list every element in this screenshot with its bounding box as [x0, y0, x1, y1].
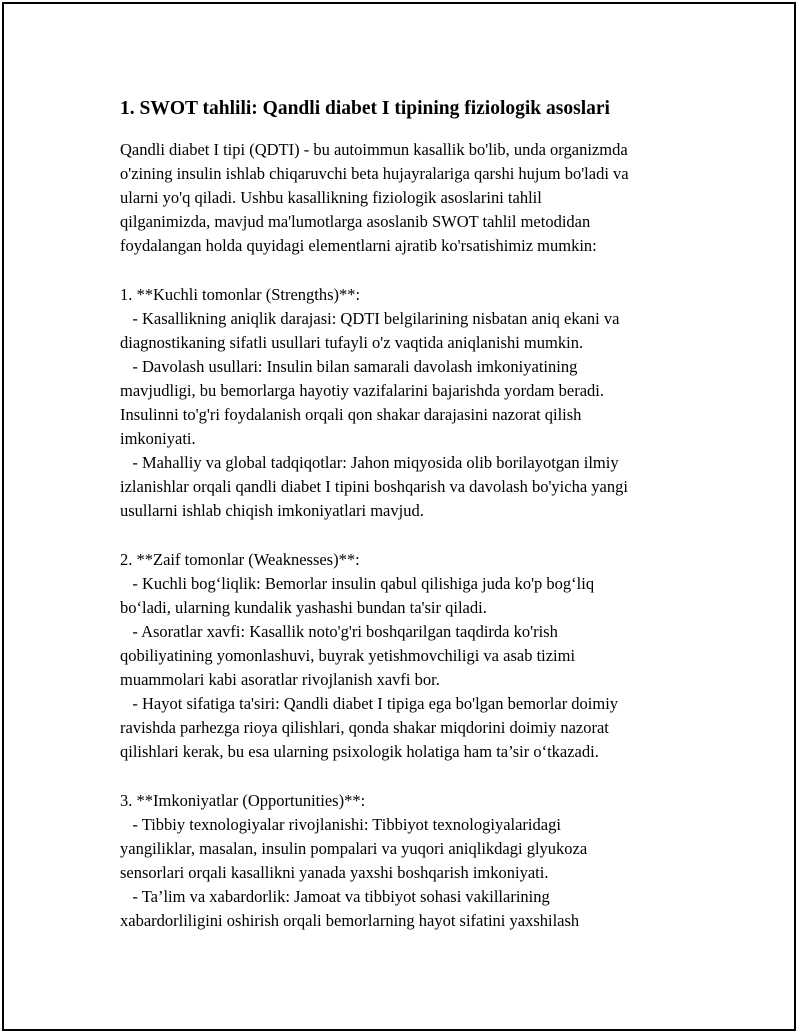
list-item-line: qobiliyatining yomonlashuvi, buyrak yetishmovchiligi va asab tizimi — [120, 645, 576, 665]
list-item-line: Insulinni to'g'ri foydalanish orqali qon shakar darajasini nazorat qilish — [120, 405, 582, 425]
list-item-line: mavjudligi, bu bemorlarga hayotiy vazifalarini bajarishda yordam beradi. — [120, 380, 604, 400]
list-item-line: - Kuchli bog‘liqlik: Bemorlar insulin qabul qilishiga juda ko'p bog‘liq — [120, 573, 595, 593]
list-item-line: - Tibbiy texnologiyalar rivojlanishi: Tibbiyot texnologiyalaridagi — [120, 814, 561, 834]
paragraph-line: Qandli diabet I tipi (QDTI) - bu autoimmun kasallik bo'lib, unda organizmda — [120, 140, 628, 159]
list-item-line: - Asoratlar xavfi: Kasallik noto'g'ri boshqarilgan taqdirda ko'rish — [120, 621, 558, 641]
list-item-line: usullarni ishlab chiqish imkoniyatlari mavjud. — [120, 501, 424, 521]
list-item-line: qilishlari kerak, bu esa ularning psixologik holatiga ham ta’sir o‘tkazadi. — [120, 742, 599, 762]
list-item-line: - Ta’lim va xabardorlik: Jamoat va tibbiyot sohasi vakillarining — [120, 886, 550, 906]
list-item-line: yangiliklar, masalan, insulin pompalari va yuqori aniqlikdagi glyukoza — [120, 838, 588, 858]
list-item-line: diagnostikaning sifatli usullari tufayli o'z vaqtida aniqlanishi mumkin. — [120, 332, 584, 352]
list-item-line: xabardorliligini oshirish orqali bemorlarning hayot sifatini yaxshilash — [120, 911, 580, 930]
list-item-line: imkoniyati. — [120, 429, 196, 449]
list-item-line: muammolari kabi asoratlar rivojlanish xavfi bor. — [120, 670, 440, 690]
list-item-line: - Kasallikning aniqlik darajasi: QDTI belgilarining nisbatan aniq ekani va — [120, 308, 620, 328]
list-item-line: bo‘ladi, ularning kundalik yashashi bundan ta'sir qiladi. — [120, 597, 487, 617]
section-heading-strengths: 1. **Kuchli tomonlar (Strengths)**: — [120, 284, 361, 304]
document-content — [120, 96, 700, 933]
blank-line — [120, 258, 700, 282]
list-item-line: - Hayot sifatiga ta'siri: Qandli diabet I tipiga ega bo'lgan bemorlar doimiy — [120, 694, 619, 714]
paragraph-line: o'zining insulin ishlab chiqaruvchi beta hujayralariga qarshi hujum bo'ladi va — [120, 164, 629, 184]
list-item-line: sensorlari orqali kasallikni yanada yaxshi boshqarish imkoniyati. — [120, 862, 549, 882]
list-item-line: izlanishlar orqali qandli diabet I tipini boshqarish va davolash bo'yicha yangi — [120, 477, 628, 497]
list-item-line: - Davolash usullari: Insulin bilan samarali davolash imkoniyatining — [120, 356, 578, 376]
document-page — [2, 2, 796, 1031]
paragraph-line: qilganimizda, mavjud ma'lumotlarga asoslanib SWOT tahlil metodidan — [120, 212, 591, 232]
blank-line — [120, 524, 700, 548]
document-title: 1. SWOT tahlili: Qandli diabet I tipining fiziologik asoslari — [120, 98, 610, 119]
paragraph-line: ularni yo'q qiladi. Ushbu kasallikning fiziologik asoslarini tahlil — [120, 188, 542, 208]
blank-line — [120, 764, 700, 788]
list-item-line: ravishda parhezga rioya qilishlari, qonda shakar miqdorini doimiy nazorat — [120, 718, 609, 738]
paragraph-line: foydalangan holda quyidagi elementlarni ajratib ko'rsatishimiz mumkin: — [120, 236, 597, 256]
list-item-line: - Mahalliy va global tadqiqotlar: Jahon miqyosida olib borilayotgan ilmiy — [120, 453, 619, 473]
section-heading-opportunities: 3. **Imkoniyatlar (Opportunities)**: — [120, 790, 366, 810]
section-heading-weaknesses: 2. **Zaif tomonlar (Weaknesses)**: — [120, 549, 360, 569]
document-body — [120, 138, 700, 933]
